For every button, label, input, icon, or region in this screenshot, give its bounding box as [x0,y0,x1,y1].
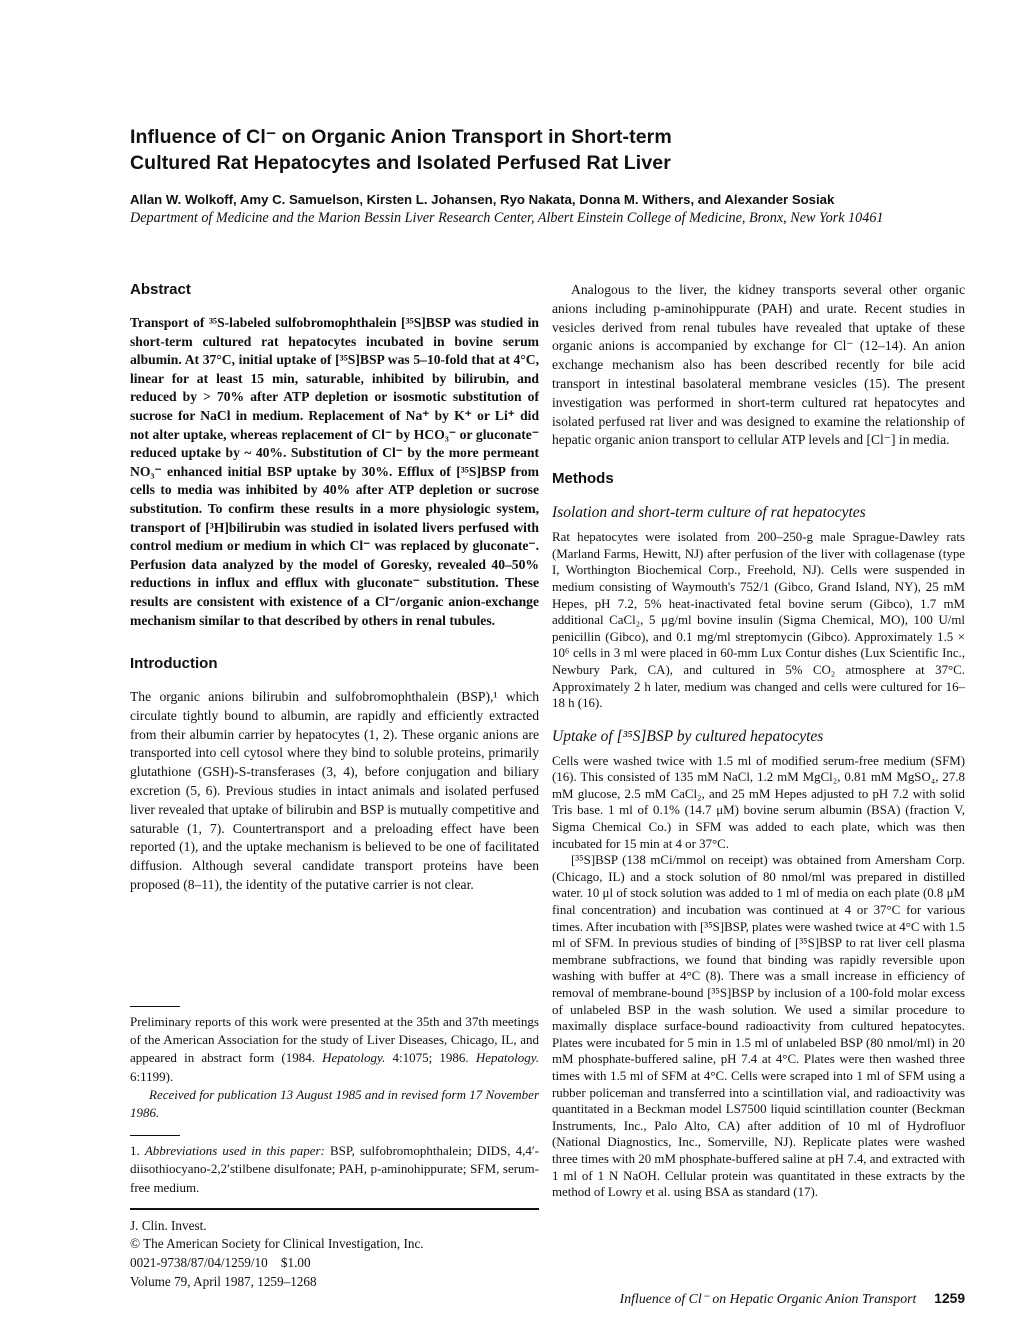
abbreviations-separator-rule [130,1135,180,1136]
right-column [552,281,965,1201]
left-column [130,281,539,895]
methods-heading: Methods [552,470,614,488]
introduction-heading: Introduction [130,655,218,673]
running-footer [552,1291,965,1307]
methods-section [552,470,965,1201]
running-title: Influence of Cl⁻ on Hepatic Organic Anion Transport [619,1291,917,1306]
presentation-footnote-text: 6:1199). [130,1068,174,1084]
footnote-separator-rule [130,1006,180,1007]
abstract-section [130,281,539,630]
abstract-body: Transport of ³⁵S-labeled sulfobromophthalein [³⁵S]BSP was studied in short-term cultured rat hepatocytes incubated in bovine serum albumin. At 37°C, initial uptake of [³⁵S]BSP was 5–10-fold that at 4°C, linear for at least 15 min, saturable, inhibited by bilirubin, and reduced by > 70% after ATP depletion or isosmotic substitution of sucrose for NaCl in medium. Replacement of Na⁺ by K⁺ or Li⁺ did not alter uptake, whereas replacement of Cl⁻ by HCO₃⁻ or gluconate⁻ reduced uptake by ~ 40%. Substitution of Cl⁻ by the more permeant NO₃⁻ enhanced initial BSP uptake by 30%. Efflux of [³⁵S]BSP from cells to media was inhibited by 40% after ATP depletion or sucrose substitution. To confirm these results in a more physiologic system, transport of [³H]bilirubin was studied in isolated livers perfused with control medium or medium in which Cl⁻ was replaced by gluconate⁻. Perfusion data analyzed by the model of Goresky, revealed 40–50% reductions in influx and efflux with gluconate⁻ substitution. These results are consistent with existence of a Cl⁻/organic anion-exchange mechanism similar to that described by others in renal tubules. [130,315,539,628]
abstract-heading: Abstract [130,281,191,298]
abbreviation-number: 1. [130,1143,145,1159]
introduction-section [130,655,539,895]
article-title-line-2: Cultured Rat Hepatocytes and Isolated Perfused Rat Liver [130,152,671,174]
introduction-body: The organic anions bilirubin and sulfobromophthalein (BSP),¹ which circulate tightly bound to albumin, are rapidly and efficiently extracted from their albumin carrier by hepatocytes (1, 2). These organic anions are transported into cell cytosol where they bind to soluble proteins, primarily glutathione (GSH)-S-transferases (3, 4), before conjugation and biliary excretion (5, 6). Previous studies in intact animals and isolated perfused liver revealed that uptake of bilirubin and BSP is mutually competitive and saturable (1, 7). Countertransport and a preloading effect have been reported (1), and the uptake mechanism is believed to be one of facilitated diffusion. Although several candidate transport proteins have been proposed (8–11), the identity of the putative carrier is not clear. [130,689,539,893]
footnote-block [130,1006,539,1291]
journal-name-italic: Hepatology. [322,1050,386,1066]
authors-line: Allan W. Wolkoff, Amy C. Samuelson, Kirsten L. Johansen, Ryo Nakata, Donna M. Withers, and Alexander Sosiak [130,192,835,207]
presentation-footnote-text: 4:1075; 1986. [385,1050,476,1066]
abbreviations-list: BSP, sulfobromophthalein; DIDS, 4,4′-diisothiocyano-2,2′stilbene disulfonate; PAH, p-aminohippurate; SFM, serum-free medium. [130,1143,539,1195]
journal-info-block [130,1217,539,1291]
isolation-subheading: Isolation and short-term culture of rat hepatocytes [552,504,866,522]
presentation-footnote-text: Preliminary reports of this work were presented at the 35th and 37th meetings of the American Association for the study of Liver Diseases, Chicago, IL, and appeared in abstract form (1984. [130,1014,539,1066]
page-number: 1259 [934,1291,965,1306]
isolation-body: Rat hepatocytes were isolated from 200–250-g male Sprague-Dawley rats (Marland Farms, Hewitt, NJ) after perfusion of the liver with collagenase (type I, Worthington Biochemical Corp., Freehold, NJ). Cells were suspended in medium consisting of Waymouth's 752/1 (Gibco, Grand Island, NY), 25 mM Hepes, pH 7.2, 5% heat-inactivated fetal bovine serum (Gibco), 1.7 mM additional CaCl₂, 5 μg/ml bovine insulin (Sigma Chemical, MO), 100 U/ml penicillin (Gibco), and 0.1 mg/ml streptomycin (Gibco). Approximately 1.5 × 10⁶ cells in 3 ml were placed in 60-mm Lux Contur dishes (Lux Scientific Inc., Newbury Park, CA), and cultured in 5% CO₂ atmosphere at 37°C. Approximately 2 h later, medium was changed and cells were cultured for 16–18 h (16). [552,530,965,711]
methods-subsection-uptake [552,727,965,1201]
uptake-subheading: Uptake of [³⁵S]BSP by cultured hepatocytes [552,727,824,745]
abbreviations-label-italic: Abbreviations used in this paper: [144,1143,325,1159]
article-title [130,124,970,176]
presentation-footnote [130,1013,539,1086]
journal-name-italic: Hepatology. [475,1050,539,1066]
affiliation-line: Department of Medicine and the Marion Bessin Liver Research Center, Albert Einstein College of Medicine, Bronx, New York 10461 [130,210,884,226]
uptake-paragraph-2: [³⁵S]BSP (138 mCi/mmol on receipt) was obtained from Amersham Corp. (Chicago, IL) and a stock solution of 80 nmol/ml was prepared in distilled water. 10 μl of stock solution was added to 1 ml of media on each plate (0.8 μM final concentration) and incubation was continued at 4 or 37°C for various times. After incubation with [³⁵S]BSP, plates were washed twice at 4°C with 1.5 ml of SFM. In previous studies of binding of [³⁵S]BSP to rat liver cell plasma membrane subfractions, we found that binding was rapidly reversible upon washing with buffer at 4°C (8). There was a small increase in efficiency of removal of membrane-bound [³⁵S]BSP by inclusion of a 100-fold molar excess of unlabeled BSP in the wash solution. We used a similar procedure to maximally displace surface-bound radioactivity from cultured hepatocytes. Plates were incubated for 5 min in 1.5 ml of unlabeled BSP (80 nmol/ml) in 20 mM phosphate-buffered saline, pH 7.4 at 4°C. Plates were then washed three times with 1.5 ml of SFM at 4°C. Cells were scraped into 1 ml of SFM using a rubber policeman and transferred into a scintillation vial, and radioactivity was quantitated in a Beckman model LS7500 liquid scintillation counter (Beckman Instruments, Inc., Palo Alto, CA) after addition of 10 ml of Hydrofluor (National Diagnostics, Inc., Somerville, NJ). Replicate plates were washed three times with 20 mM phosphate-buffered saline at pH 7.4, and extracted with 1 ml of 1 N NaOH. Cellular protein was quantitated in these extracts by the method of Lowry et al. using BSA as standard (17). [552,853,965,1200]
masthead [130,124,970,227]
methods-subsection-isolation [552,503,965,712]
journal-copyright: © The American Society for Clinical Investigation, Inc. [130,1236,424,1252]
journal-issn-price: 0021-9738/87/04/1259/10 $1.00 [130,1255,311,1271]
abbreviations-footnote [130,1142,539,1197]
received-footnote: Received for publication 13 August 1985 and in revised form 17 November 1986. [130,1086,539,1121]
article-title-line-1: Influence of Cl⁻ on Organic Anion Transport in Short-term [130,126,672,148]
uptake-paragraph-1: Cells were washed twice with 1.5 ml of modified serum-free medium (SFM) (16). This consisted of 135 mM NaCl, 1.2 mM MgCl₂, 0.81 mM MgSO₄, 27.8 mM glucose, 2.5 mM CaCl₂, and 25 mM Hepes adjusted to pH 7.2 with solid Tris base. 1 ml of 0.1% (14.7 μM) bovine serum albumin (BSA) (fraction V, Sigma Chemical Co.) in SFM was added to each plate, which was then incubated for 15 min at 4 or 37°C. [552,753,965,851]
journal-info-rule [130,1208,539,1210]
journal-name: J. Clin. Invest. [130,1217,207,1233]
journal-volume: Volume 79, April 1987, 1259–1268 [130,1273,317,1289]
introduction-continuation: Analogous to the liver, the kidney transports several other organic anions including p-aminohippurate (PAH) and urate. Recent studies in vesicles derived from renal tubules have revealed that uptake of these organic anions is accompanied by exchange for Cl⁻ (12–14). An anion exchange mechanism also has been described recently for bile acid transport in intestinal basolateral membrane vesicles (15). The present investigation was performed in short-term cultured rat hepatocytes and isolated perfused rat liver and was designed to examine the relationship of hepatic organic anion transport to cellular ATP levels and [Cl⁻] in media. [552,282,965,448]
